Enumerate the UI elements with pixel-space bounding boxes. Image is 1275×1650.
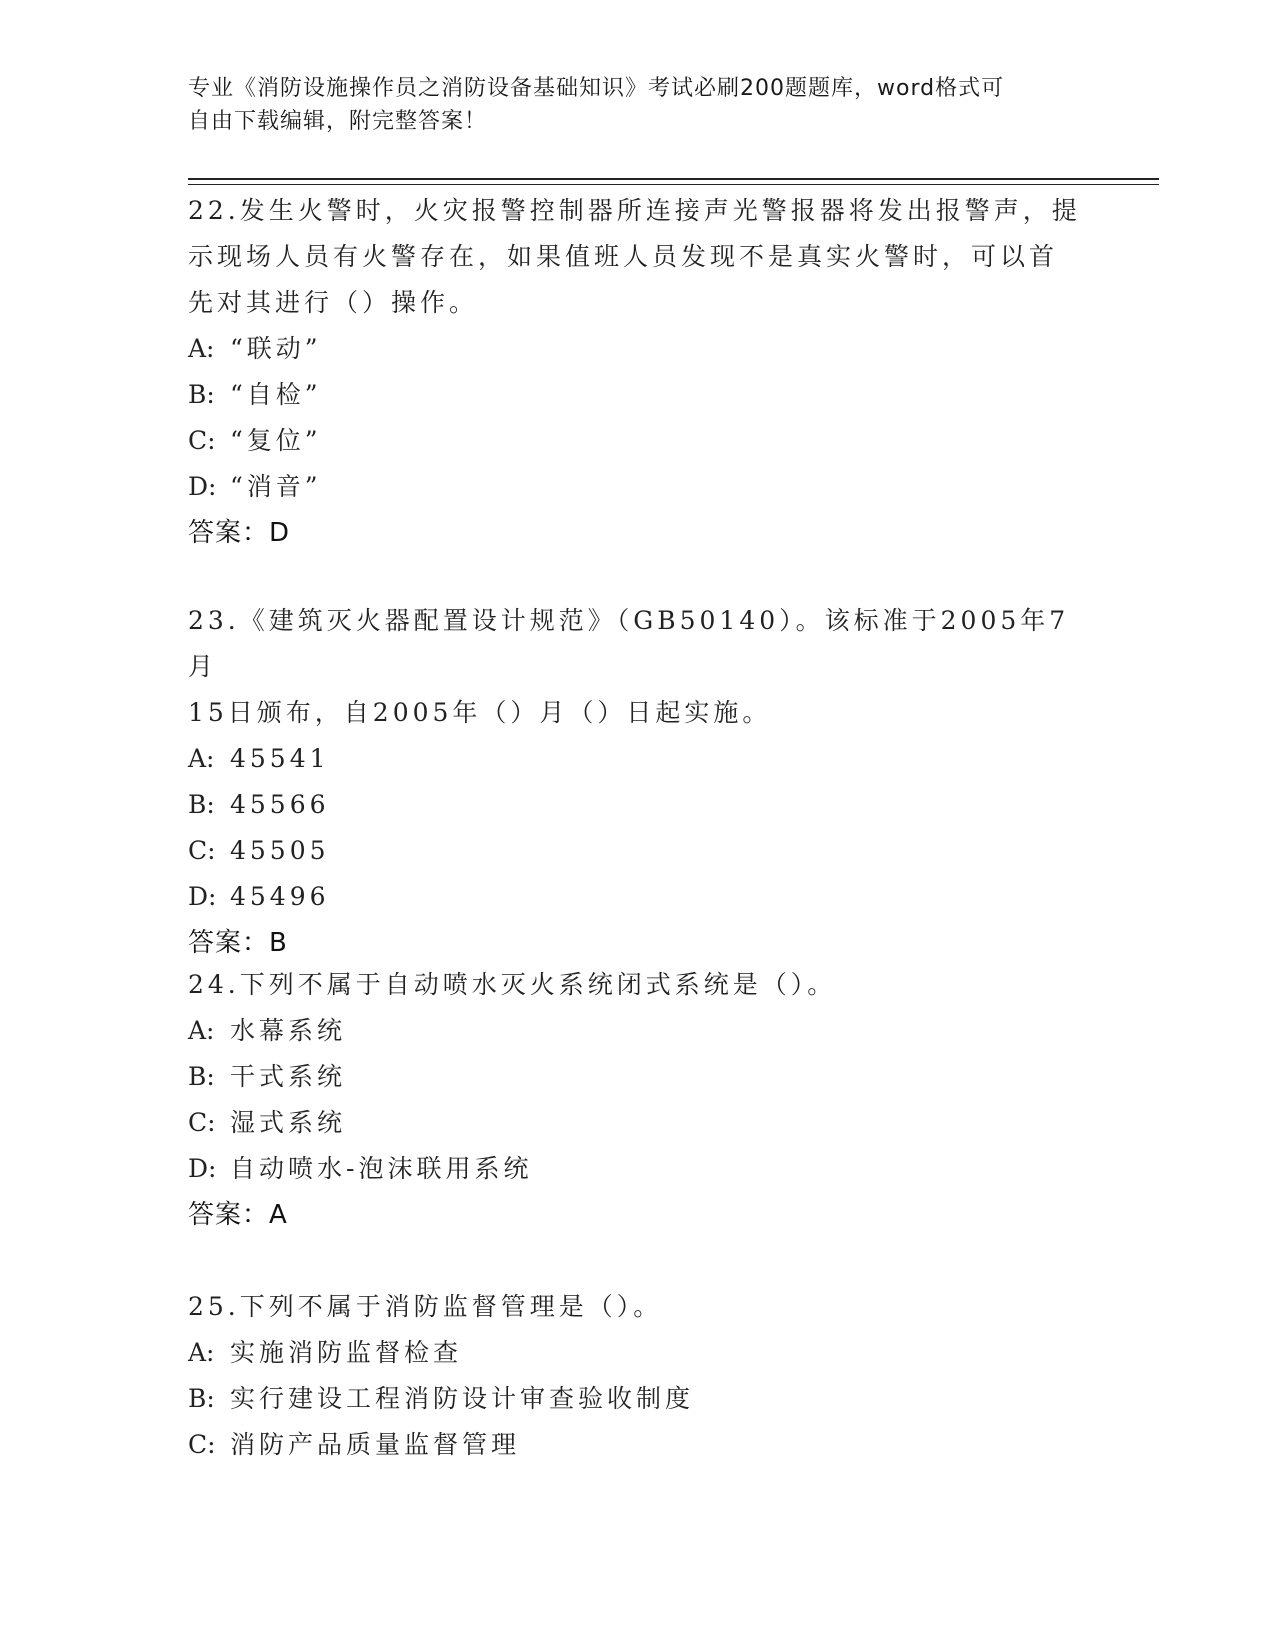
option-letter: B: xyxy=(188,1384,215,1413)
option-text: 实行建设工程消防设计审查验收制度 xyxy=(230,1384,695,1413)
option-letter: C: xyxy=(188,1430,216,1459)
question-25 xyxy=(188,1284,1088,1468)
option-text: 干式系统 xyxy=(230,1062,347,1091)
document-header xyxy=(188,72,1088,138)
option-letter: A: xyxy=(188,334,215,363)
answer-line: 答案：B xyxy=(188,928,288,958)
question-text-line: 24.下列不属于自动喷水灭火系统闭式系统是（）。 xyxy=(188,970,837,999)
option-text: 自动喷水-泡沫联用系统 xyxy=(230,1154,533,1183)
header-line-1: 专业《消防设施操作员之消防设备基础知识》考试必刷200题题库，word格式可 xyxy=(188,76,1005,101)
option-c xyxy=(188,418,1088,464)
option-text: 湿式系统 xyxy=(230,1108,347,1137)
option-a xyxy=(188,1008,1088,1054)
option-letter: B: xyxy=(188,790,215,819)
option-letter: A: xyxy=(188,1016,215,1045)
option-d xyxy=(188,464,1088,510)
option-text: “联动” xyxy=(230,334,322,363)
option-letter: A: xyxy=(188,744,215,773)
option-text: 45496 xyxy=(230,882,330,911)
option-letter: D: xyxy=(188,1154,217,1183)
option-letter: B: xyxy=(188,380,215,409)
header-line-2: 自由下载编辑，附完整答案！ xyxy=(188,109,488,134)
option-a xyxy=(188,736,1088,782)
question-text-line: 示现场人员有火警存在，如果值班人员发现不是真实火警时，可以首 xyxy=(188,242,1059,271)
question-text-line: 15日颁布，自2005年（）月（）日起实施。 xyxy=(188,698,772,727)
option-letter: C: xyxy=(188,1108,216,1137)
answer-line: 答案：D xyxy=(188,518,291,548)
question-24 xyxy=(188,962,1088,1238)
option-letter: D: xyxy=(188,882,217,911)
option-text: 45541 xyxy=(230,744,330,773)
question-text-line: 先对其进行（）操作。 xyxy=(188,288,479,317)
option-d xyxy=(188,1146,1088,1192)
option-b xyxy=(188,1376,1088,1422)
option-b xyxy=(188,1054,1088,1100)
option-letter: B: xyxy=(188,1062,215,1091)
option-c xyxy=(188,1100,1088,1146)
option-text: “自检” xyxy=(230,380,322,409)
option-text: 45505 xyxy=(230,836,330,865)
question-23 xyxy=(188,598,1088,966)
option-text: 水幕系统 xyxy=(230,1016,347,1045)
option-letter: D: xyxy=(188,472,217,501)
question-text-line: 23.《建筑灭火器配置设计规范》（GB50140）。该标准于2005年7月 xyxy=(188,606,1070,681)
answer-line: 答案：A xyxy=(188,1200,288,1230)
option-text: “消音” xyxy=(230,472,322,501)
option-text: 消防产品质量监督管理 xyxy=(230,1430,521,1459)
header-divider-thin xyxy=(188,184,1159,185)
option-b xyxy=(188,372,1088,418)
option-b xyxy=(188,782,1088,828)
option-a xyxy=(188,326,1088,372)
option-letter: C: xyxy=(188,836,216,865)
question-text-line: 25.下列不属于消防监督管理是（）。 xyxy=(188,1292,663,1321)
option-c xyxy=(188,828,1088,874)
option-text: 实施消防监督检查 xyxy=(230,1338,463,1367)
question-22 xyxy=(188,188,1088,556)
option-c xyxy=(188,1422,1088,1468)
option-d xyxy=(188,874,1088,920)
option-text: 45566 xyxy=(230,790,330,819)
header-divider-thick xyxy=(188,178,1159,180)
option-text: “复位” xyxy=(230,426,322,455)
option-letter: A: xyxy=(188,1338,215,1367)
option-letter: C: xyxy=(188,426,216,455)
option-a xyxy=(188,1330,1088,1376)
question-text-line: 22.发生火警时，火灾报警控制器所连接声光警报器将发出报警声，提 xyxy=(188,196,1081,225)
